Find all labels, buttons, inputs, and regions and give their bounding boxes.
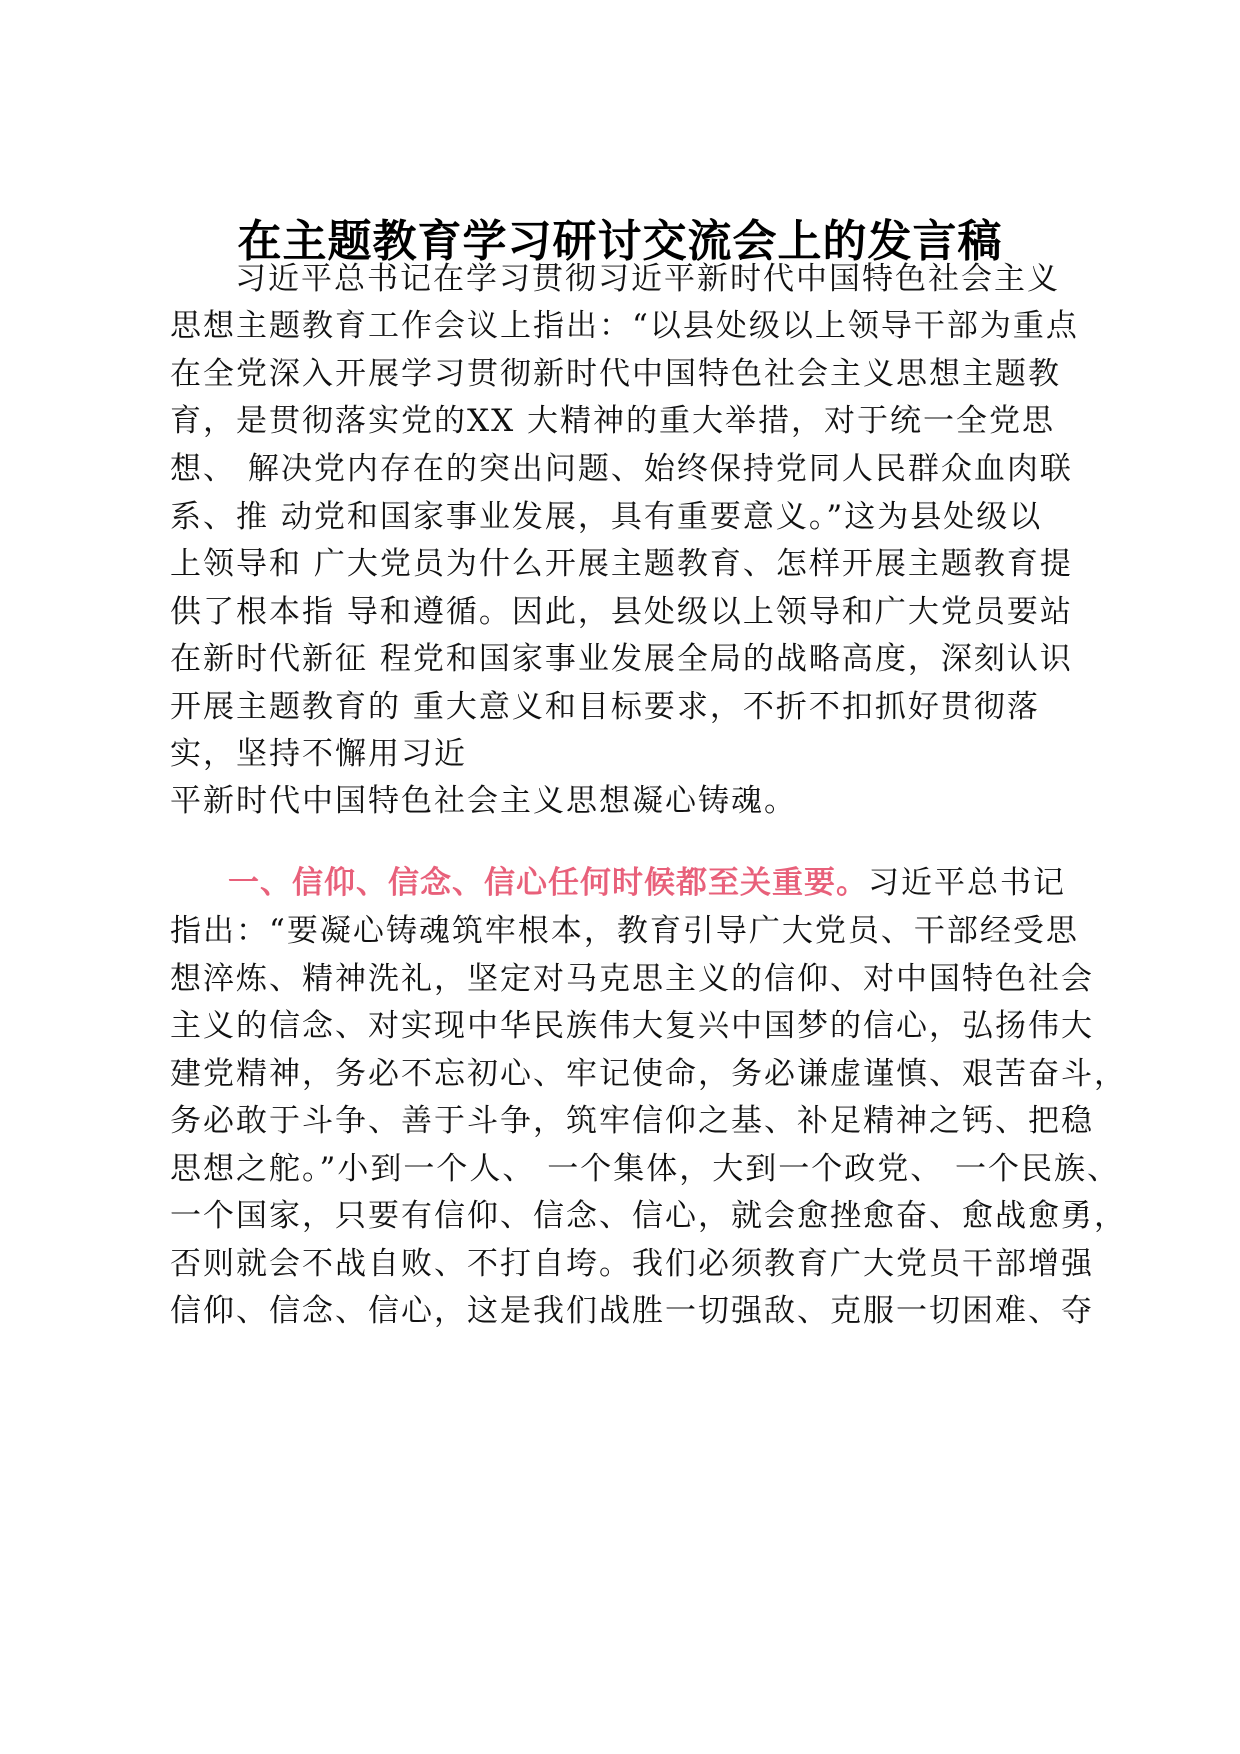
paragraph-1-line-9: 在新时代新征 程党和国家事业发展全局的战略高度，深刻认识 <box>170 641 1073 677</box>
paragraph-2-line-6: 思想之舵。”小到一个人、 一个集体，大到一个政党、 一个民族、 <box>170 1151 1121 1187</box>
paragraph-1-line-8: 供了根本指 导和遵循。因此，县处级以上领导和广大党员要站 <box>170 594 1073 630</box>
paragraph-2-line-5: 务必敢于斗争、善于斗争，筑牢信仰之基、补足精神之钙、把稳 <box>170 1103 1094 1139</box>
paragraph-2-line-2: 想淬炼、精神洗礼，坚定对马克思主义的信仰、对中国特色社会 <box>170 961 1094 997</box>
paragraph-2-line-4: 建党精神，务必不忘初心、牢记使命，务必谦虚谨慎、艰苦奋斗， <box>170 1056 1127 1092</box>
paragraph-2-line-1: 指出：“要凝心铸魂筑牢根本，教育引导广大党员、干部经受思 <box>170 913 1079 949</box>
paragraph-1-line-1: 习近平总书记在学习贯彻习近平新时代中国特色社会主义 <box>235 261 1060 297</box>
document-title: 在主题教育学习研讨交流会上的发言稿 <box>237 216 1003 267</box>
paragraph-1-line-4: 育，是贯彻落实党的XX 大精神的重大举措，对于统一全党思 <box>170 403 1055 439</box>
paragraph-2-line-3: 主义的信念、对实现中华民族伟大复兴中国梦的信心，弘扬伟大 <box>170 1008 1094 1044</box>
paragraph-2-line-7: 一个国家，只要有信仰、信念、信心，就会愈挫愈奋、愈战愈勇， <box>170 1198 1127 1234</box>
paragraph-2-line-9: 信仰、信念、信心，这是我们战胜一切强敌、克服一切困难、夺 <box>170 1293 1094 1329</box>
paragraph-2-line-8: 否则就会不战自败、不打自垮。我们必须教育广大党员干部增强 <box>170 1246 1094 1282</box>
paragraph-1-line-11: 实，坚持不懈用习近 <box>170 736 467 772</box>
paragraph-1-line-10: 开展主题教育的 重大意义和目标要求，不折不扣抓好贯彻落 <box>170 689 1040 725</box>
paragraph-1-line-6: 系、推 动党和国家事业发展，具有重要意义。”这为县处级以 <box>170 499 1043 535</box>
paragraph-1-line-12: 平新时代中国特色社会主义思想凝心铸魂。 <box>170 783 797 819</box>
paragraph-1-line-5: 想、 解决党内存在的突出问题、始终保持党同人民群众血肉联 <box>170 451 1073 487</box>
paragraph-1-line-3: 在全党深入开展学习贯彻新时代中国特色社会主义思想主题教 <box>170 356 1061 392</box>
section-1-first-line <box>228 862 1066 904</box>
paragraph-1-line-2: 思想主题教育工作会议上指出：“以县处级以上领导干部为重点 <box>170 308 1079 344</box>
section-1-first-line-text: 习近平总书记 <box>868 865 1066 901</box>
paragraph-1-line-7: 上领导和 广大党员为什么开展主题教育、怎样开展主题教育提 <box>170 546 1073 582</box>
section-1-heading: 一、信仰、信念、信心任何时候都至关重要。 <box>228 865 868 901</box>
